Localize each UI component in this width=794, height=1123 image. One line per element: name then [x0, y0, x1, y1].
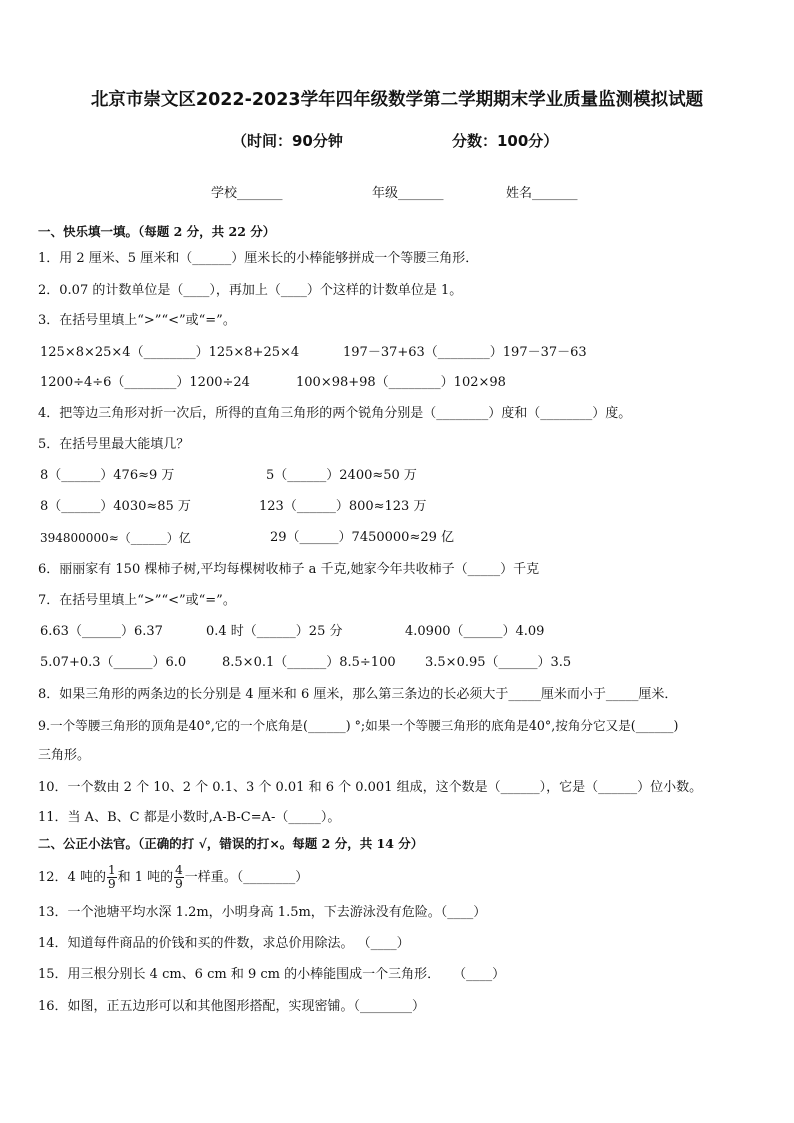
question-15: 15．用三根分别长 4 cm、6 cm 和 9 cm 的小棒能围成一个三角形． （____）: [38, 967, 506, 982]
question-4: 4．把等边三角形对折一次后，所得的直角三角形的两个锐角分别是（________）度和（________）度。: [38, 406, 632, 421]
fraction-numerator: 4: [175, 863, 183, 877]
q5-item: 29（______）7450000≈29 亿: [270, 530, 455, 545]
q7-item: 4.0900（______）4.09: [405, 624, 545, 639]
question-11: 11．当 A、B、C 都是小数时,A-B-C=A-（_____）。: [38, 810, 341, 825]
q7-item: 3.5×0.95（______）3.5: [425, 655, 572, 670]
q7-item: 5.07+0.3（______）6.0: [40, 655, 187, 670]
question-9-continued: 三角形。: [38, 748, 91, 763]
q5-item: 8（______）476≈9 万: [40, 468, 175, 483]
fraction-denominator: 9: [107, 877, 116, 891]
question-3: 3．在括号里填上“>”“<”或“=”。: [38, 313, 236, 328]
question-8: 8．如果三角形的两条边的长分别是 4 厘米和 6 厘米，那么第三条边的长必须大于_____厘米而小于_____厘米．: [38, 687, 678, 702]
q3-item: 197－37+63（________）197－37－63: [343, 345, 587, 360]
fraction-four-ninths: [174, 864, 184, 891]
question-10: 10．一个数由 2 个 10、2 个 0.1、3 个 0.01 和 6 个 0.001 组成，这个数是（______），它是（______）位小数。: [38, 780, 703, 795]
q7-item: 6.63（______）6.37: [40, 624, 163, 639]
q12-suffix: 一样重。（________）: [184, 870, 309, 885]
q3-item: 100×98+98（________）102×98: [296, 375, 506, 390]
question-12: [38, 864, 308, 891]
q5-item: 8（______）4030≈85 万: [40, 499, 191, 514]
question-13: 13．一个池塘平均水深 1.2m，小明身高 1.5m，下去游泳没有危险。（____）: [38, 905, 487, 920]
q5-item: 394800000≈（______）亿: [40, 531, 191, 545]
section1-heading: 一、快乐填一填。（每题 2 分，共 22 分）: [38, 224, 276, 239]
grade-field[interactable]: 年级_______: [372, 186, 444, 201]
name-field[interactable]: 姓名_______: [506, 186, 578, 201]
q12-prefix: 12．4 吨的: [38, 870, 106, 885]
question-7: 7．在括号里填上“>”“<”或“=”。: [38, 593, 236, 608]
question-16: 16．如图，正五边形可以和其他图形搭配，实现密铺。（________）: [38, 999, 426, 1014]
q7-item: 8.5×0.1（______）8.5÷100: [222, 655, 396, 670]
exam-score: 分数：100分）: [452, 132, 559, 150]
page-title: 北京市崇文区2022-2023学年四年级数学第二学期期末学业质量监测模拟试题: [90, 90, 704, 110]
q5-item: 5（______）2400≈50 万: [266, 468, 417, 483]
question-5: 5．在括号里最大能填几？: [38, 437, 190, 452]
question-1: 1．用 2 厘米、5 厘米和（______）厘米长的小棒能够拼成一个等腰三角形．: [38, 251, 479, 266]
exam-time: （时间：90分钟: [232, 132, 343, 150]
question-6: 6．丽丽家有 150 棵柿子树,平均每棵树收柿子 a 千克,她家今年共收柿子（_____）千克: [38, 562, 540, 577]
q3-item: 1200÷4÷6（________）1200÷24: [40, 375, 250, 390]
fraction-one-ninth: [107, 864, 117, 891]
fraction-denominator: 9: [175, 877, 183, 891]
question-9: 9.一个等腰三角形的顶角是40°,它的一个底角是(______) °;如果一个等腰三角形的底角是40°,按角分它又是(______): [38, 718, 679, 733]
q3-item: 125×8×25×4（________）125×8+25×4: [40, 345, 300, 360]
question-14: 14．知道每件商品的价钱和买的件数，求总价用除法。 （____）: [38, 936, 410, 951]
fraction-numerator: 1: [107, 863, 116, 877]
question-2: 2．0.07 的计数单位是（____），再加上（____）个这样的计数单位是 1。: [38, 283, 463, 298]
q12-mid: 和 1 吨的: [117, 870, 174, 885]
section2-heading: 二、公正小法官。（正确的打 √，错误的打×。每题 2 分，共 14 分）: [38, 836, 424, 851]
q5-item: 123（______）800≈123 万: [259, 499, 427, 514]
q7-item: 0.4 时（______）25 分: [206, 624, 343, 639]
school-field[interactable]: 学校_______: [211, 186, 283, 201]
